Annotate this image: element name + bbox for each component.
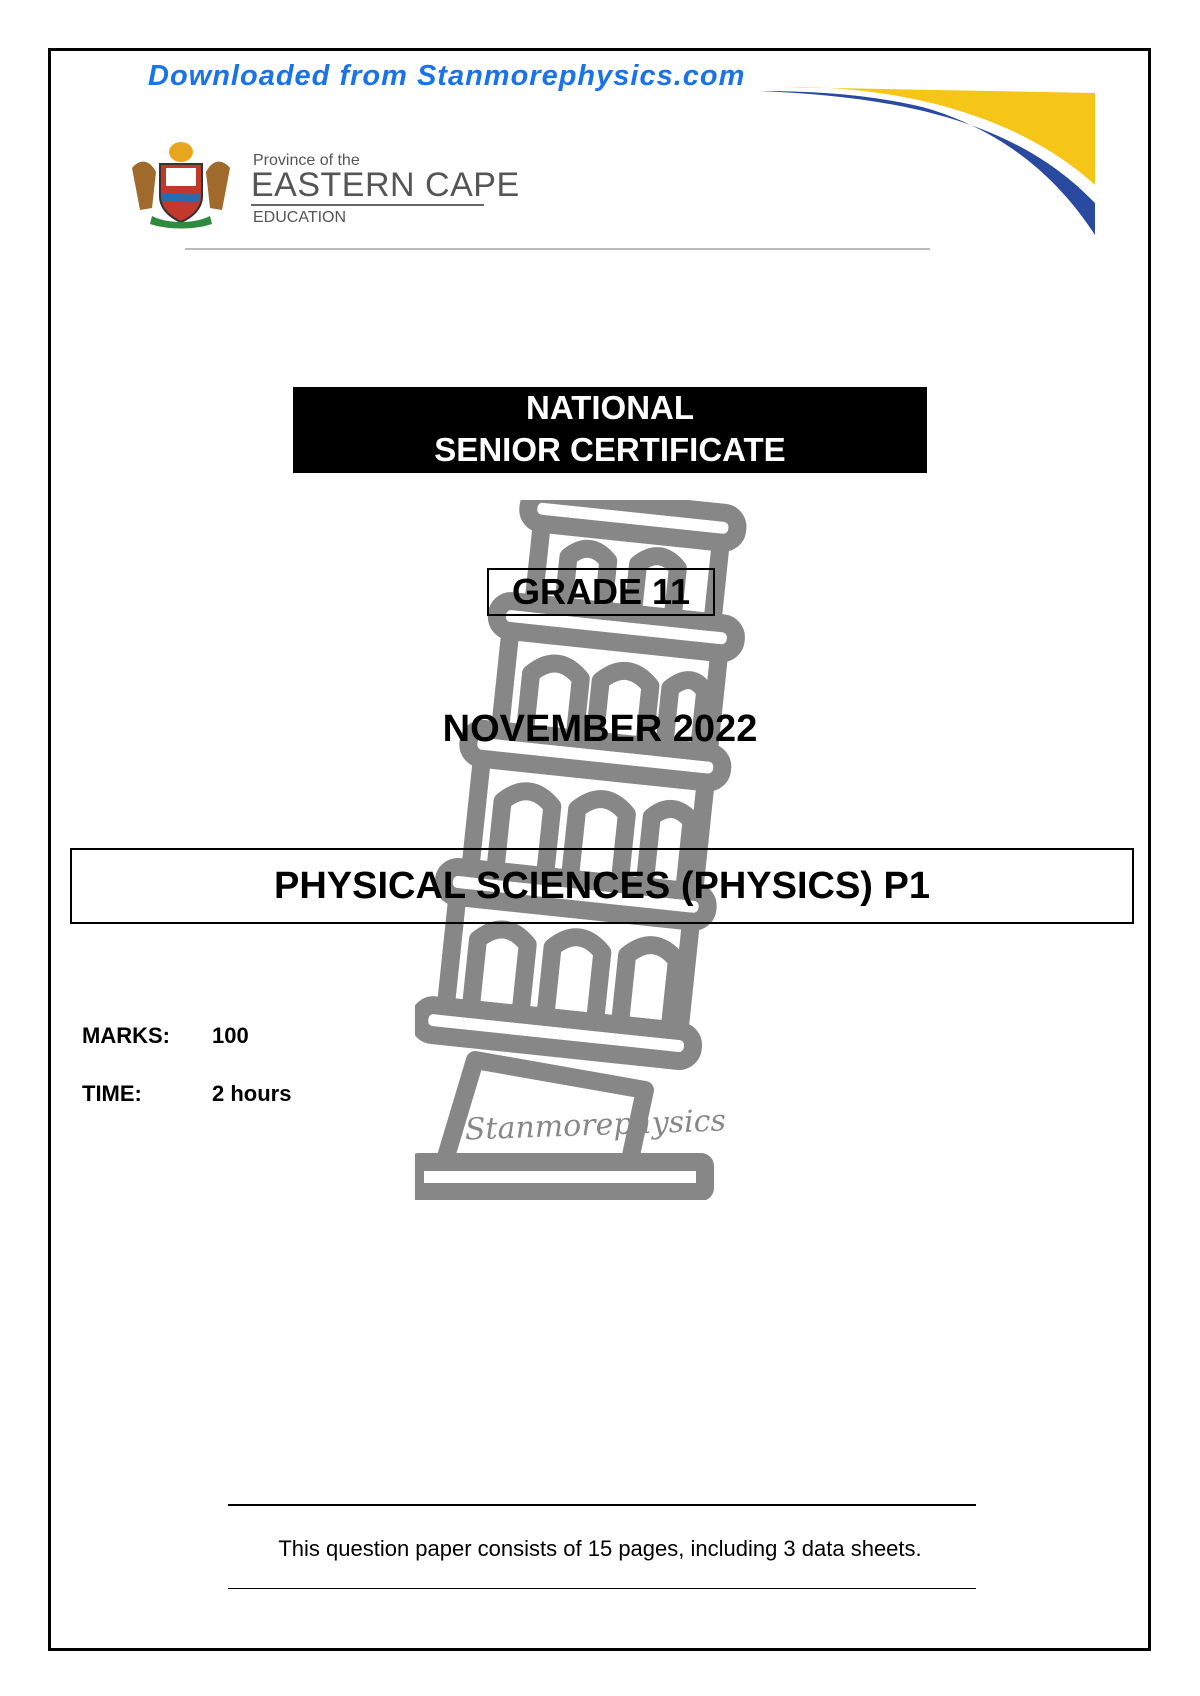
time-value: 2 hours: [212, 1081, 292, 1106]
title-line-2: SENIOR CERTIFICATE: [434, 431, 786, 468]
page-count-note: This question paper consists of 15 pages, including 3 data sheets.: [278, 1536, 922, 1561]
swoosh-decoration: [760, 85, 1095, 240]
subject-title: PHYSICAL SCIENCES (PHYSICS) P1: [70, 848, 1134, 924]
watermark-text: Stanmorephysics: [464, 1103, 727, 1148]
marks-value: 100: [212, 1023, 249, 1048]
title-line-1: NATIONAL: [525, 389, 695, 426]
footer-divider-top: [228, 1504, 976, 1506]
footer-divider-bottom: [228, 1588, 976, 1589]
logo-divider: [251, 204, 484, 206]
department-subtitle: EDUCATION: [253, 209, 347, 226]
download-banner: Downloaded from Stanmorephysics.com: [148, 60, 746, 92]
province-label: Province of the: [253, 152, 360, 169]
time-label: TIME:: [82, 1081, 142, 1106]
title-box: [293, 387, 927, 473]
grade-label: GRADE 11: [487, 568, 715, 616]
exam-date: NOVEMBER 2022: [442, 708, 758, 750]
department-name: EASTERN CAPE: [251, 166, 520, 204]
header-divider: [185, 248, 930, 250]
marks-label: MARKS:: [82, 1023, 170, 1048]
coat-of-arms-icon: [122, 138, 240, 230]
